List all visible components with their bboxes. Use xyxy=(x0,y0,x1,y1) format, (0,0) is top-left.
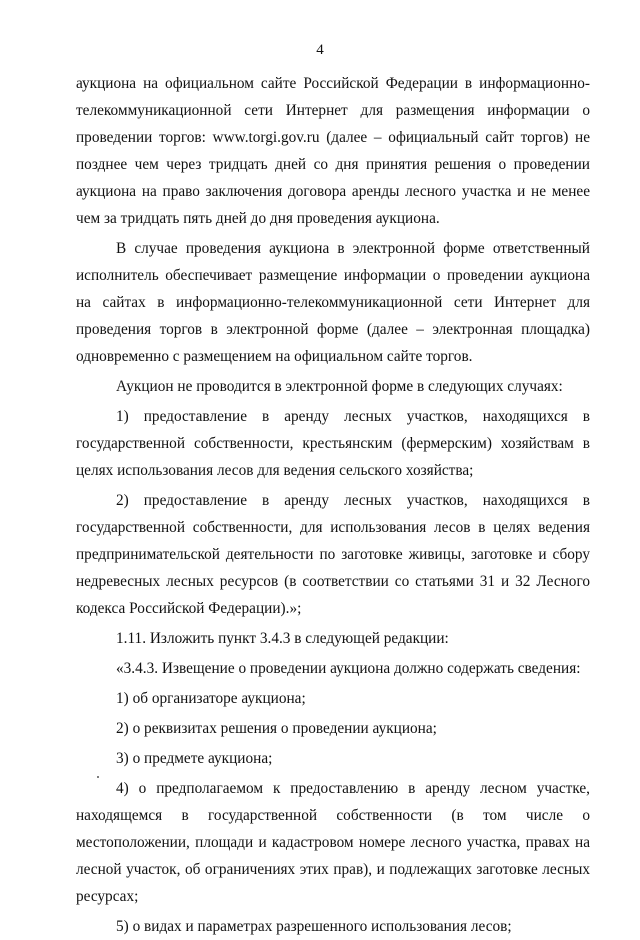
page-number: 4 xyxy=(316,42,324,58)
list-item-subject: 3) о предмете аукциона; xyxy=(116,750,273,767)
list-item-forest-plot: 4) о предполагаемом к предоставлению в аренду лесном участке, находящемся в государственной собственности (в том числе о местоположении, площади и кадастровом номере лесного участка, правах на лесной участок, об ограничениях этих прав), и подлежащих заготовке лесных ресурсах; xyxy=(76,780,590,905)
paragraph-exceptions-intro: Аукцион не проводится в электронной форме в следующих случаях: xyxy=(116,378,563,395)
list-item-exception-1: 1) предоставление в аренду лесных участков, находящихся в государственной собственности, крестьянским (фермерским) хозяйствам в целях использования лесов для ведения сельского хозяйства; xyxy=(76,408,590,479)
paragraph-continuation: аукциона на официальном сайте Российской Федерации в информационно-телекоммуникационной сети Интернет для размещения информации о проведении торгов: www.torgi.gov.ru (далее – официальный сайт торгов) не позднее чем через тридцать дней со дня принятия решения о проведении аукциона на право заключения договора аренды лесного участка и не менее чем за тридцать пять дней до дня проведения аукциона. xyxy=(76,75,590,227)
paragraph-amendment-1-11: 1.11. Изложить пункт 3.4.3 в следующей редакции: xyxy=(116,630,449,647)
scan-speck xyxy=(97,776,99,778)
document-body xyxy=(76,70,590,940)
list-item-organizer: 1) об организаторе аукциона; xyxy=(116,690,306,707)
list-item-exception-2: 2) предоставление в аренду лесных участков, находящихся в государственной собственности, для использования лесов в целях ведения предпринимательской деятельности по заготовке живицы, заготовке и сбору недревесных лесных ресурсов (в соответствии со статьями 31 и 32 Лесного кодекса Российской Федерации).»; xyxy=(76,492,590,617)
list-item-decision-details: 2) о реквизитах решения о проведении аукциона; xyxy=(116,720,437,737)
paragraph-notice-contents: «3.4.3. Извещение о проведении аукциона должно содержать сведения: xyxy=(116,660,581,677)
list-item-permitted-use: 5) о видах и параметрах разрешенного использования лесов; xyxy=(116,918,512,935)
paragraph-electronic-form: В случае проведения аукциона в электронной форме ответственный исполнитель обеспечивает размещение информации о проведении аукциона на сайтах в информационно-телекоммуникационной сети Интернет для проведения торгов в электронной форме (далее – электронная площадка) одновременно с размещением на официальном сайте торгов. xyxy=(76,240,590,365)
